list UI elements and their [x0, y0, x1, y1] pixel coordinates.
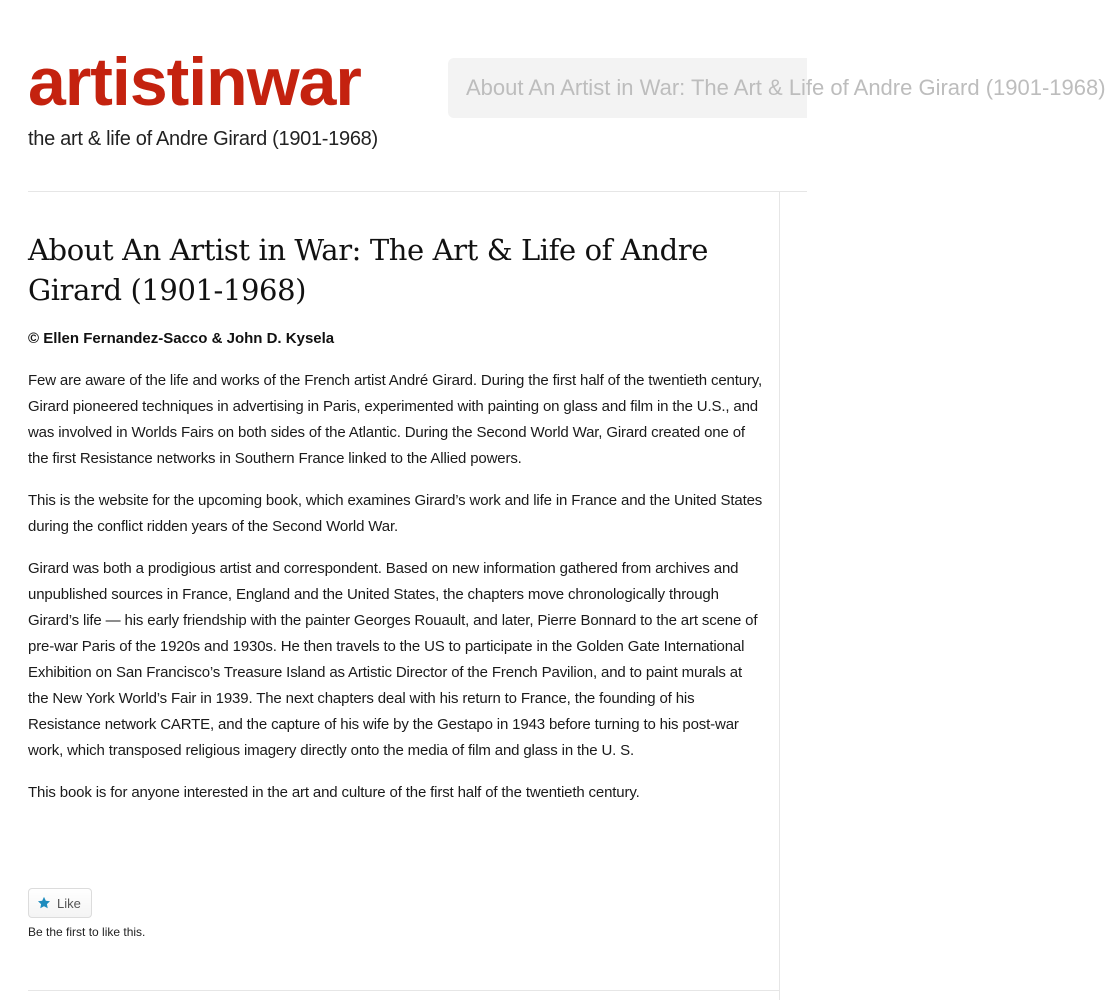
post-paragraph: Few are aware of the life and works of the French artist André Girard. During the first half of the twentieth century, Girard pioneered techniques in advertising in Paris, experimented with painting on glass and film in the U.S., and was involved in Worlds Fairs on both sides of the Atlantic. During the Second World War, Girard created one of the first Resistance networks in Southern France linked to the Allied powers. [28, 372, 763, 467]
star-icon [37, 896, 51, 910]
nav-item-about[interactable]: About An Artist in War: The Art & Life of Andre Girard (1901-1968) [466, 75, 1106, 100]
post-paragraph: This book is for anyone interested in the art and culture of the first half of the twentieth century. [28, 784, 640, 801]
site-tagline: the art & life of Andre Girard (1901-1968) [28, 128, 378, 150]
post-byline: © Ellen Fernandez-Sacco & John D. Kysela [28, 330, 335, 347]
post-body [28, 368, 763, 822]
footer-divider [28, 990, 779, 991]
like-note: Be the first to like this. [28, 925, 146, 939]
sidebar-divider [779, 192, 780, 1000]
post-title: About An Artist in War: The Art & Life of Andre Girard (1901-1968) [28, 233, 709, 307]
site-logo[interactable]: artistinwar [28, 44, 361, 120]
post-paragraph: This is the website for the upcoming book, which examines Girard’s work and life in France and the United States during the conflict ridden years of the Second World War. [28, 492, 763, 535]
header-divider [28, 191, 807, 192]
like-label: Like [57, 895, 81, 911]
post-paragraph: Girard was both a prodigious artist and correspondent. Based on new information gathered from archives and unpublished sources in France, England and the United States, the chapters move chronologically through Girard’s life — his early friendship with the painter Georges Rouault, and later, Pierre Bonnard to the art scene of pre-war Paris of the 1920s and 1930s. He then travels to the US to participate in the Golden Gate International Exhibition on San Francisco’s Treasure Island as Artistic Director of the French Pavilion, and to paint murals at the New York World’s Fair in 1939. The next chapters deal with his return to France, the founding of his Resistance network CARTE, and the capture of his wife by the Gestapo in 1943 before turning to his post-war work, which transposed religious imagery directly onto the media of film and glass in the U. S. [28, 560, 758, 759]
top-nav [448, 58, 1106, 118]
like-button[interactable] [28, 888, 92, 918]
